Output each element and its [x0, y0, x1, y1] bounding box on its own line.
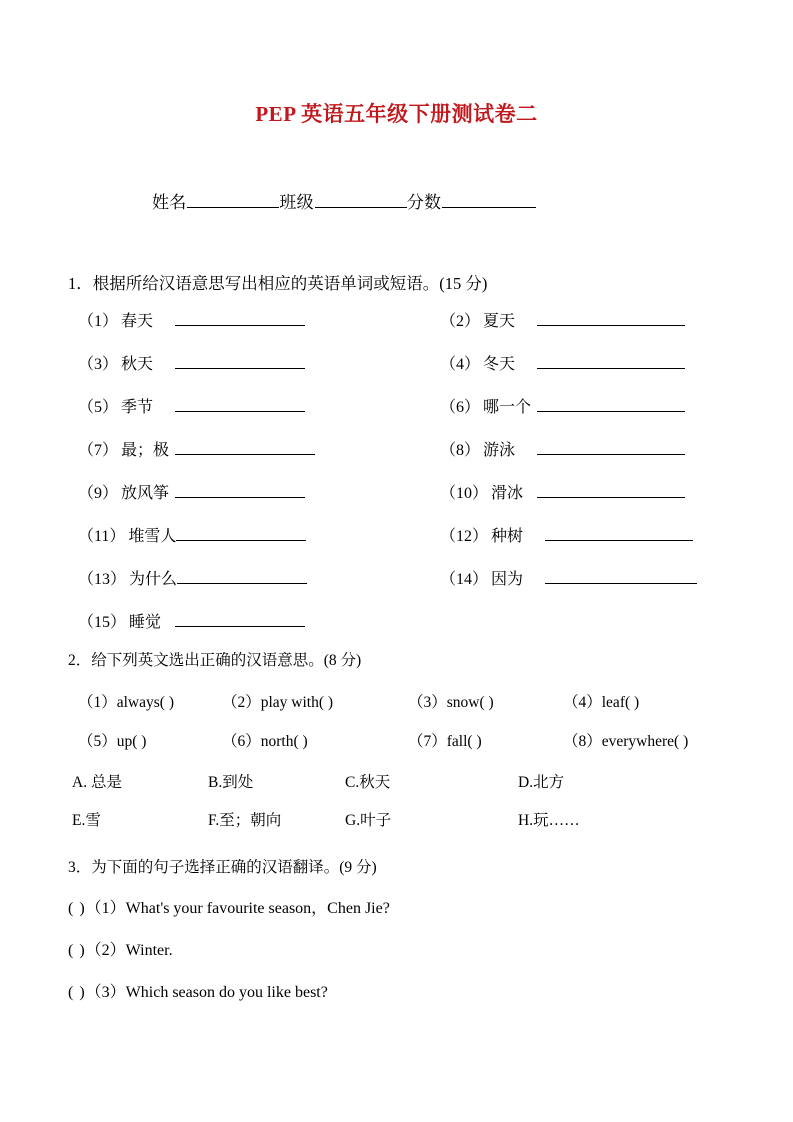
answer-blank[interactable] [175, 397, 305, 412]
match-question-row [0, 729, 793, 768]
vocabulary-item [440, 351, 685, 374]
answer-blank[interactable] [175, 440, 315, 455]
translation-item [68, 979, 328, 1002]
choice-option[interactable]: E.雪 [72, 812, 101, 829]
translation-item [68, 937, 173, 960]
answer-blank[interactable] [537, 397, 685, 412]
choice-option[interactable]: C.秋天 [345, 774, 391, 791]
item-number: （2） [85, 942, 126, 959]
section-2-heading: 2．给下列英文选出正确的汉语意思。(8 分) [68, 652, 362, 669]
answer-blank[interactable] [537, 311, 685, 326]
choice-option[interactable]: A. 总是 [72, 774, 122, 791]
match-question[interactable]: （8）everywhere( ) [563, 733, 689, 750]
vocabulary-item [440, 480, 685, 503]
class-label: 班级 [279, 193, 314, 212]
answer-blank[interactable] [537, 440, 685, 455]
vocabulary-item [440, 437, 685, 460]
item-number: （6） [440, 399, 481, 416]
translation-item [68, 895, 390, 918]
vocabulary-item [440, 394, 685, 417]
section-1-heading: 1．根据所给汉语意思写出相应的英语单词或短语。(15 分) [68, 274, 488, 293]
item-number: （13） [78, 571, 127, 588]
item-number: （4） [440, 356, 481, 373]
answer-blank[interactable] [545, 569, 697, 584]
item-sentence: Which season do you like best? [125, 984, 328, 1001]
answer-blank[interactable] [177, 569, 307, 584]
choice-option[interactable]: B.到处 [208, 774, 254, 791]
vocabulary-item [78, 308, 305, 331]
translation-row [0, 895, 793, 937]
item-word: 堆雪人 [128, 528, 177, 545]
item-sentence: Winter. [125, 942, 173, 959]
vocabulary-item [78, 609, 305, 632]
answer-blank[interactable] [537, 354, 685, 369]
item-number: （1） [85, 900, 126, 917]
item-number: （7） [78, 442, 119, 459]
item-word: 秋天 [121, 356, 154, 373]
vocabulary-item [78, 437, 315, 460]
choice-option[interactable]: F.至；朝向 [208, 812, 282, 829]
item-number: （3） [85, 984, 126, 1001]
answer-blank[interactable] [176, 526, 306, 541]
item-word: 种树 [491, 528, 524, 545]
item-number: （15） [78, 614, 127, 631]
vocabulary-item [78, 523, 306, 546]
choice-option[interactable]: D.北方 [518, 774, 565, 791]
vocabulary-row [0, 609, 793, 652]
item-number: （12） [440, 528, 489, 545]
vocabulary-row [0, 523, 793, 566]
match-question[interactable]: （2）play with( ) [222, 694, 334, 711]
answer-bracket[interactable]: ( ) [68, 984, 86, 1001]
match-question[interactable]: （6）north( ) [222, 733, 308, 750]
page-title: PEP 英语五年级下册测试卷二 [255, 102, 538, 126]
class-blank[interactable] [315, 192, 407, 208]
item-word: 春天 [121, 313, 154, 330]
item-number: （11） [78, 528, 126, 545]
item-word: 夏天 [483, 313, 516, 330]
vocabulary-row [0, 480, 793, 523]
name-label: 姓名 [152, 193, 187, 212]
item-number: （1） [78, 313, 119, 330]
section-3-heading: 3．为下面的句子选择正确的汉语翻译。(9 分) [68, 859, 377, 876]
vocabulary-row [0, 437, 793, 480]
match-question-row [0, 690, 793, 729]
answer-blank[interactable] [537, 483, 685, 498]
item-number: （14） [440, 571, 489, 588]
vocabulary-item [78, 480, 305, 503]
choice-option[interactable]: H.玩…… [518, 812, 580, 829]
item-number: （9） [78, 485, 119, 502]
choice-row [0, 770, 793, 808]
vocabulary-item [440, 566, 697, 589]
answer-blank[interactable] [545, 526, 693, 541]
choice-option[interactable]: G.叶子 [345, 812, 392, 829]
match-question[interactable]: （7）fall( ) [408, 733, 482, 750]
translation-row [0, 937, 793, 979]
vocabulary-item [78, 394, 305, 417]
item-word: 最；极 [121, 442, 170, 459]
item-word: 为什么 [129, 571, 178, 588]
item-word: 睡觉 [129, 614, 162, 631]
score-label: 分数 [406, 193, 442, 212]
section-2-choice-list [0, 770, 793, 846]
answer-blank[interactable] [175, 311, 305, 326]
item-number: （3） [78, 356, 119, 373]
vocabulary-item [78, 351, 305, 374]
vocabulary-item [78, 566, 307, 589]
match-question[interactable]: （5）up( ) [78, 733, 147, 750]
answer-blank[interactable] [175, 483, 305, 498]
item-number: （8） [440, 442, 481, 459]
vocabulary-row [0, 566, 793, 609]
item-word: 季节 [121, 399, 154, 416]
section-1-vocabulary-list [0, 308, 793, 652]
section-3-translation-list [0, 895, 793, 1021]
vocabulary-item [440, 523, 693, 546]
score-blank[interactable] [442, 192, 536, 208]
item-word: 游泳 [483, 442, 516, 459]
vocabulary-row [0, 351, 793, 394]
item-word: 因为 [491, 571, 524, 588]
vocabulary-item [440, 308, 685, 331]
vocabulary-row [0, 308, 793, 351]
item-word: 滑冰 [491, 485, 524, 502]
item-number: （10） [440, 485, 489, 502]
translation-row [0, 979, 793, 1021]
student-info-line [152, 188, 536, 213]
answer-bracket[interactable]: ( ) [68, 942, 86, 959]
answer-blank[interactable] [175, 354, 305, 369]
answer-bracket[interactable]: ( ) [68, 900, 86, 917]
answer-blank[interactable] [175, 612, 305, 627]
choice-row [0, 808, 793, 846]
section-2-question-list [0, 690, 793, 768]
item-word: 放风筝 [121, 485, 170, 502]
item-word: 冬天 [483, 356, 516, 373]
item-number: （5） [78, 399, 119, 416]
match-question[interactable]: （1）always( ) [78, 694, 174, 711]
match-question[interactable]: （3）snow( ) [408, 694, 494, 711]
item-word: 哪一个 [483, 399, 532, 416]
name-blank[interactable] [187, 192, 279, 208]
item-sentence: What's your favourite season，Chen Jie? [125, 900, 390, 917]
vocabulary-row [0, 394, 793, 437]
item-number: （2） [440, 313, 481, 330]
match-question[interactable]: （4）leaf( ) [563, 694, 640, 711]
